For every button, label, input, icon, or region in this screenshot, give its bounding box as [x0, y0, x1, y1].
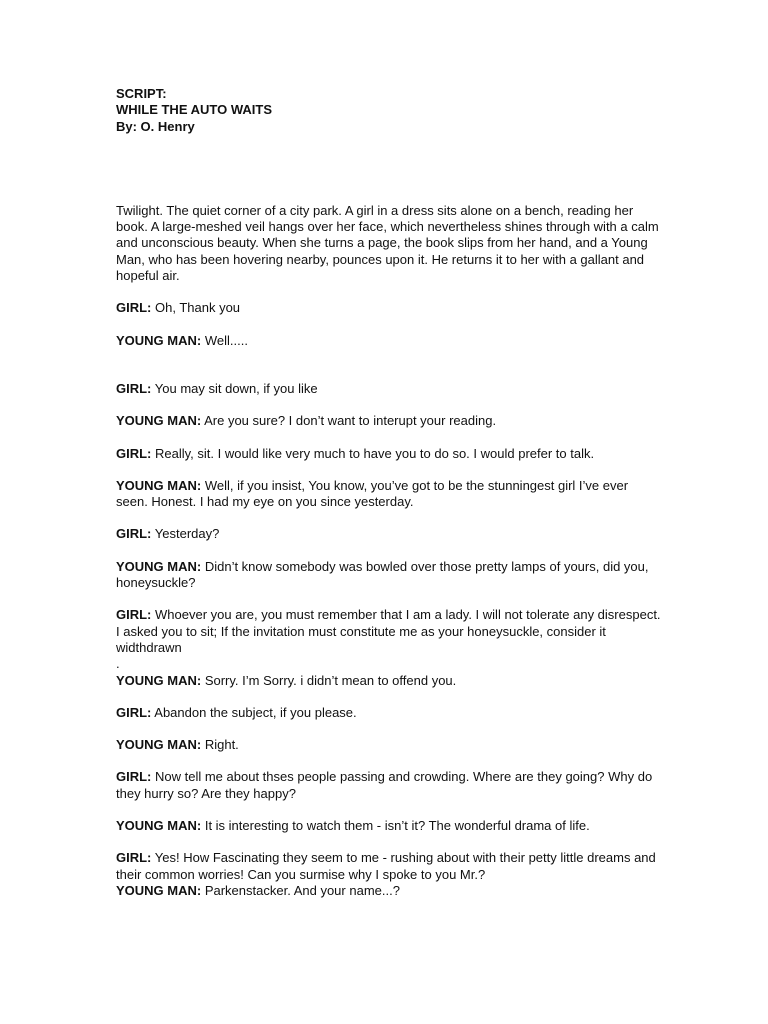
- dialogue-line: [116, 607, 661, 656]
- dialogue-line: [116, 850, 661, 883]
- dialogue-line: [116, 769, 661, 802]
- dialogue-text: Abandon the subject, if you please.: [151, 704, 357, 720]
- dialogue-line: [116, 446, 661, 462]
- speaker-name: YOUNG MAN:: [116, 818, 202, 834]
- speaker-name: YOUNG MAN:: [116, 332, 202, 348]
- dialogue-text: Well, if you insist, You know, you’ve got to be the stunningest girl I’ve ever seen. Honest. I had my eye on you since yesterday.: [116, 477, 629, 510]
- speaker-name: GIRL:: [116, 300, 152, 316]
- dialogue-text: Well.....: [201, 332, 248, 348]
- dialogue-line: [116, 818, 661, 834]
- dialogue-line: [116, 883, 661, 899]
- dialogue-line: [116, 705, 661, 721]
- dialogue-text: Are you sure? I don’t want to interupt your reading.: [201, 413, 497, 429]
- dialogue-line: [116, 737, 661, 753]
- dialogue-line: [116, 673, 661, 689]
- dialogue-text: Didn’t know somebody was bowled over those pretty lamps of yours, did you, honeysuckle?: [116, 558, 649, 591]
- play-title: WHILE THE AUTO WAITS: [116, 102, 272, 118]
- author-line: By: O. Henry: [116, 118, 195, 134]
- dialogue-text: Now tell me about thses people passing and crowding. Where are they going? Why do they hurry so? Are they happy?: [116, 769, 653, 801]
- dialogue-text: Yes! How Fascinating they seem to me - rushing about with their petty little dreams and their common worries! Can you surmise why I spoke to you Mr.?: [116, 850, 656, 882]
- dialogue-text: It is interesting to watch them - isn’t it? The wonderful drama of life.: [201, 818, 590, 834]
- dialogue-text: Right.: [201, 737, 239, 753]
- stage-direction: Twilight. The quiet corner of a city park. A girl in a dress sits alone on a bench, reading her book. A large-meshed veil hangs over her face, which nevertheless shines through with a calm and unconscious beauty. When she turns a page, the book slips from her hand, and a Young Man, who has been hovering nearby, pounces upon it. He returns it to her with a gallant and hopeful air.: [116, 202, 659, 284]
- speaker-name: GIRL:: [116, 445, 152, 461]
- speaker-name: YOUNG MAN:: [116, 413, 202, 429]
- speaker-name: YOUNG MAN:: [116, 737, 202, 753]
- speaker-name: YOUNG MAN:: [116, 882, 202, 898]
- speaker-name: GIRL:: [116, 704, 152, 720]
- script-page: [116, 86, 661, 915]
- speaker-name: GIRL:: [116, 380, 152, 396]
- script-header: [116, 86, 661, 135]
- script-label: SCRIPT:: [116, 86, 167, 101]
- dialogue-text: Yesterday?: [151, 526, 220, 542]
- dialogue-line: [116, 559, 661, 592]
- speaker-name: YOUNG MAN:: [116, 672, 202, 688]
- speaker-name: GIRL:: [116, 607, 152, 623]
- dialogue-line: [116, 381, 661, 397]
- speaker-name: GIRL:: [116, 526, 152, 542]
- dialogue-text: Whoever you are, you must remember that I am a lady. I will not tolerate any disrespect. I asked you to sit; If the invitation must constitute me as your honeysuckle, consider it widthdrawn: [116, 607, 661, 655]
- speaker-name: YOUNG MAN:: [116, 477, 202, 493]
- dialogue-line: [116, 413, 661, 429]
- stray-period: .: [116, 656, 120, 672]
- dialogue-text: You may sit down, if you like: [151, 380, 318, 396]
- dialogue-line: [116, 526, 661, 542]
- dialogue-text: Really, sit. I would like very much to have you to do so. I would prefer to talk.: [151, 445, 595, 461]
- dialogue-line: [116, 333, 661, 349]
- dialogue-text: Oh, Thank you: [151, 300, 241, 316]
- speaker-name: YOUNG MAN:: [116, 558, 202, 574]
- speaker-name: GIRL:: [116, 769, 152, 785]
- dialogue-text: Sorry. I’m Sorry. i didn’t mean to offend you.: [201, 672, 457, 688]
- dialogue-line: [116, 300, 661, 316]
- dialogue-line: [116, 478, 661, 511]
- dialogue-text: Parkenstacker. And your name...?: [201, 882, 400, 898]
- speaker-name: GIRL:: [116, 850, 152, 866]
